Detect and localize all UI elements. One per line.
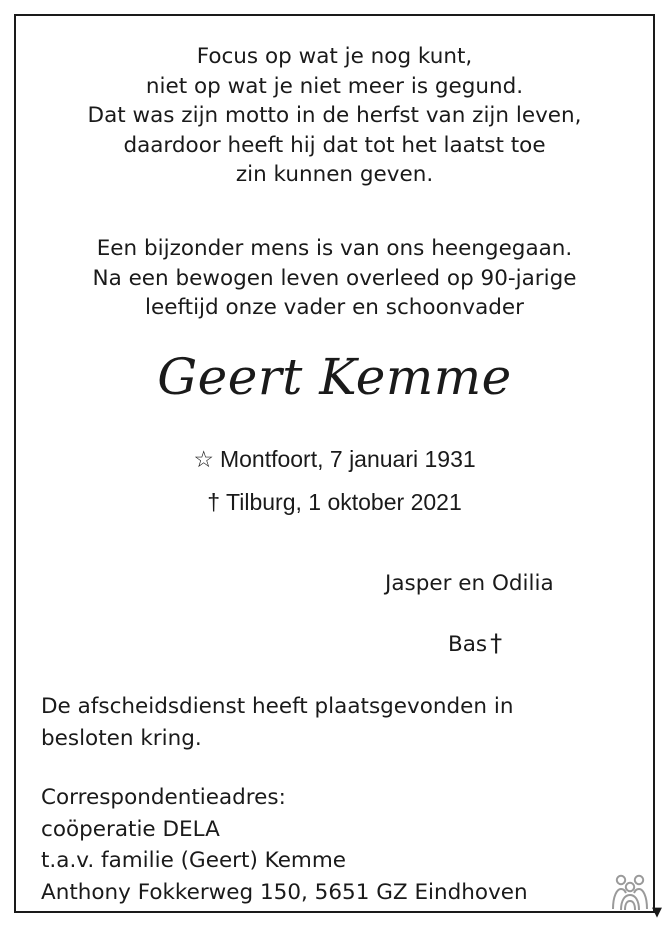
- motto: [16, 42, 653, 190]
- grandchild: [448, 628, 502, 660]
- star-icon: ☆: [193, 446, 214, 472]
- death-text: Tilburg, 1 oktober 2021: [226, 489, 462, 515]
- address-line: coöperatie DELA: [41, 816, 220, 842]
- address-line: t.a.v. familie (Geert) Kemme: [41, 848, 347, 873]
- motto-line: niet op wat je niet meer is gegund.: [145, 73, 524, 99]
- cross-icon: †: [207, 489, 221, 515]
- motto-line: Dat was zijn motto in de herfst van zijn leven,: [87, 103, 582, 128]
- motto-line: zin kunnen geven.: [235, 162, 434, 187]
- announcement-line: Na een bewogen leven overleed op 90-jarige: [92, 265, 577, 291]
- motto-line: daardoor heeft hij dat tot het laatst toe: [123, 132, 546, 158]
- announcement: [16, 234, 653, 323]
- children-names: Jasper en Odilia: [385, 571, 554, 596]
- service-line: besloten kring.: [41, 725, 202, 751]
- death-line: [16, 487, 653, 517]
- people-group-icon: [610, 874, 650, 912]
- cross-icon: †: [490, 629, 503, 657]
- address-line: Correspondentieadres:: [41, 785, 286, 810]
- birth-line: [16, 444, 653, 474]
- birth-text: Montfoort, 7 januari 1931: [219, 446, 476, 472]
- service-line: De afscheidsdienst heeft plaatsgevonden in: [41, 694, 514, 719]
- service-notice: [41, 691, 513, 754]
- announcement-line: Een bijzonder mens is van ons heengegaan.: [96, 236, 573, 261]
- announcement-line: leeftijd onze vader en schoonvader: [145, 295, 524, 320]
- grandchild-name: Bas: [448, 632, 488, 657]
- motto-line: Focus op wat je nog kunt,: [196, 44, 473, 69]
- correspondence-address: [41, 782, 528, 908]
- down-triangle-icon: ▼: [652, 905, 662, 920]
- deceased-name: Geert Kemme: [157, 348, 512, 406]
- address-line: Anthony Fokkerweg 150, 5651 GZ Eindhoven: [41, 879, 528, 905]
- obituary-card: [14, 14, 662, 920]
